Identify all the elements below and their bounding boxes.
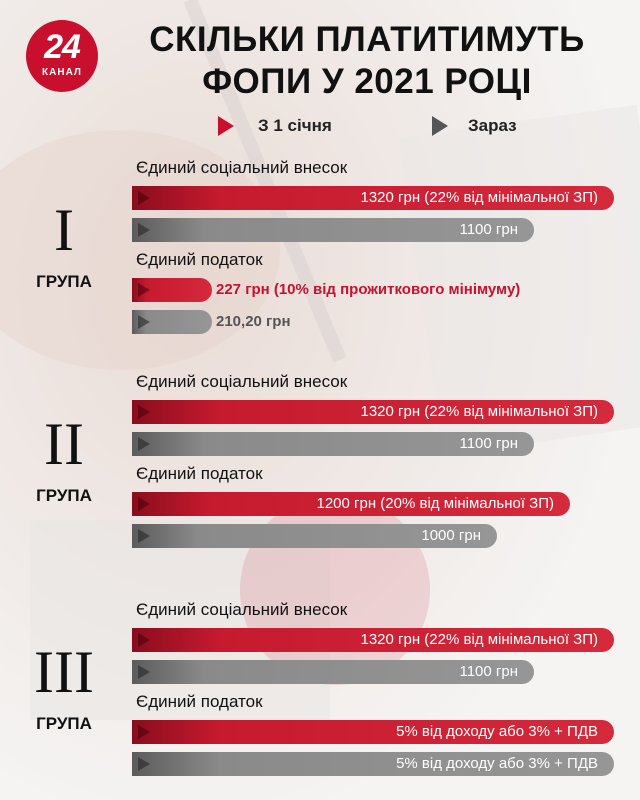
group-1-section-1-label: Єдиний соціальний внесок bbox=[136, 158, 348, 177]
bar-arrow-icon bbox=[138, 223, 150, 237]
group-3-section-1-label: Єдиний соціальний внесок bbox=[136, 600, 348, 619]
bar-arrow-icon bbox=[138, 437, 150, 451]
logo-number: 24 bbox=[44, 28, 80, 66]
bar-group-3-section-1-new bbox=[132, 628, 614, 652]
group-3-section-2-label: Єдиний податок bbox=[136, 692, 263, 711]
bar-arrow-icon bbox=[138, 405, 150, 419]
bar-arrow-icon bbox=[138, 633, 150, 647]
bar-arrow-icon bbox=[138, 665, 150, 679]
group-3-label: ГРУПА bbox=[36, 714, 92, 733]
legend-current-icon bbox=[432, 116, 448, 136]
bar-group-2-section-1-new bbox=[132, 400, 614, 424]
bar-group-1-section-1-current bbox=[132, 218, 534, 242]
bar-arrow-icon bbox=[138, 725, 150, 739]
bar-value-label: 1100 грн bbox=[459, 221, 518, 238]
legend-new-label: З 1 січня bbox=[258, 116, 332, 135]
bar-value-label: 1100 грн bbox=[459, 435, 518, 452]
group-2-section-2-label: Єдиний податок bbox=[136, 464, 263, 483]
bar-group-3-section-1-current bbox=[132, 660, 534, 684]
bar-group-2-section-2-current bbox=[132, 524, 497, 548]
bar-group-2-section-1-current bbox=[132, 432, 534, 456]
bar-arrow-icon bbox=[138, 529, 150, 543]
bar-arrow-icon bbox=[138, 191, 150, 205]
legend-new-icon bbox=[218, 116, 234, 136]
bar-arrow-icon bbox=[138, 757, 150, 771]
legend-current-label: Зараз bbox=[468, 116, 517, 135]
bar-value-label: 1320 грн (22% від мінімальної ЗП) bbox=[360, 631, 598, 648]
bar-value-label: 1100 грн bbox=[459, 663, 518, 680]
page-title-line1: СКІЛЬКИ ПЛАТИТИМУТЬ bbox=[149, 20, 585, 59]
bar-group-1-section-1-new bbox=[132, 186, 614, 210]
bar-group-1-section-2-new bbox=[132, 278, 521, 302]
bar-value-label: 5% від доходу або 3% + ПДВ bbox=[396, 723, 598, 740]
bar-value-label: 5% від доходу або 3% + ПДВ bbox=[396, 755, 598, 772]
group-1-numeral: I bbox=[54, 197, 74, 263]
bar-value-label: 1320 грн (22% від мінімальної ЗП) bbox=[360, 403, 598, 420]
bar-arrow-icon bbox=[138, 497, 150, 511]
group-1-section-2-label: Єдиний податок bbox=[136, 250, 263, 269]
bar-group-2-section-2-new bbox=[132, 492, 570, 516]
group-2-label: ГРУПА bbox=[36, 486, 92, 505]
bar-value-label: 1200 грн (20% від мінімальної ЗП) bbox=[316, 495, 554, 512]
bar-group-3-section-2-new bbox=[132, 720, 614, 744]
group-2-section-1-label: Єдиний соціальний внесок bbox=[136, 372, 348, 391]
group-1-label: ГРУПА bbox=[36, 272, 92, 291]
bar-arrow-icon bbox=[138, 315, 150, 329]
logo-label: КАНАЛ bbox=[42, 67, 82, 78]
group-3-numeral: III bbox=[34, 639, 94, 705]
page-title-line2: ФОПИ У 2021 РОЦІ bbox=[202, 62, 532, 101]
bar-value-label: 1000 грн bbox=[421, 527, 481, 544]
group-2-numeral: II bbox=[44, 411, 84, 477]
bar-arrow-icon bbox=[138, 283, 150, 297]
bar-group-1-section-2-current bbox=[132, 310, 291, 334]
bar-value-label: 1320 грн (22% від мінімальної ЗП) bbox=[360, 189, 598, 206]
bar-value-label: 210,20 грн bbox=[216, 313, 291, 330]
logo bbox=[26, 20, 98, 92]
bar-value-label: 227 грн (10% від прожиткового мінімуму) bbox=[216, 281, 521, 298]
bar-group-3-section-2-current bbox=[132, 752, 614, 776]
